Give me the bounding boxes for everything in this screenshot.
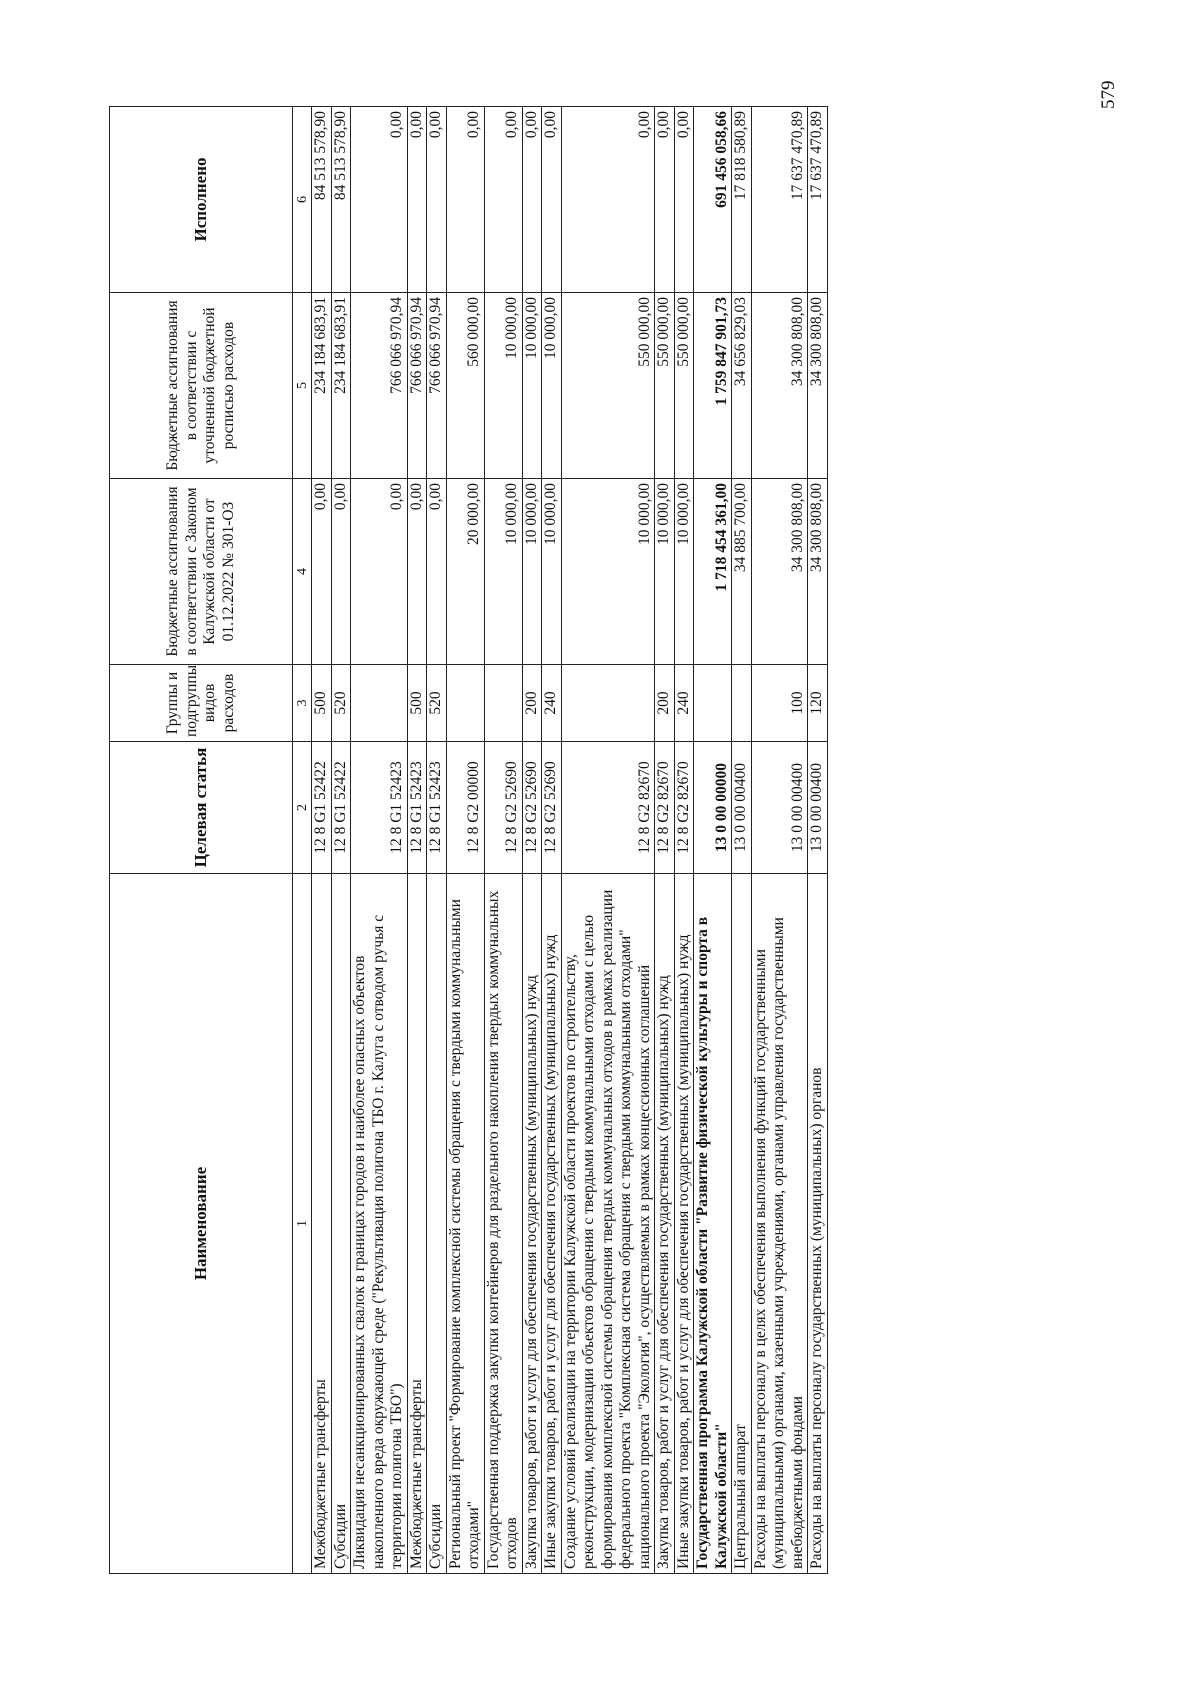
cell-refined-allocation: 34 300 808,00 xyxy=(808,293,828,479)
cell-executed: 0,00 xyxy=(542,107,562,293)
cell-law-allocation: 0,00 xyxy=(331,479,351,665)
cell-executed: 0,00 xyxy=(561,107,655,293)
cell-expense-group: 100 xyxy=(751,665,808,742)
cell-name: Субсидии xyxy=(427,874,447,1574)
cell-law-allocation: 0,00 xyxy=(427,479,447,665)
cell-executed: 84 513 578,90 xyxy=(331,107,351,293)
cell-refined-allocation: 10 000,00 xyxy=(484,293,522,479)
cell-expense-group xyxy=(561,665,655,742)
cell-expense-group xyxy=(732,665,752,742)
col-header-refined-allocation: Бюджетные ассигнования в соответствии с уточненной бюджетной росписью расходов xyxy=(110,293,293,479)
cell-name: Центральный аппарат xyxy=(732,874,752,1574)
table-row xyxy=(351,107,408,1574)
column-number-row xyxy=(293,107,312,1574)
table-row xyxy=(808,107,828,1574)
cell-name: Расходы на выплаты персоналу в целях обеспечения выполнения функций государственными (муниципальными) органами, казенными учреждениями, органами управления государственными внебюджетными фондами xyxy=(751,874,808,1574)
cell-refined-allocation: 34 656 829,03 xyxy=(732,293,752,479)
cell-refined-allocation: 234 184 683,91 xyxy=(312,293,332,479)
cell-target-article: 13 0 00 00400 xyxy=(732,742,752,874)
table-row xyxy=(732,107,752,1574)
cell-executed: 0,00 xyxy=(407,107,427,293)
cell-expense-group xyxy=(446,665,484,742)
table-row xyxy=(331,107,351,1574)
cell-executed: 0,00 xyxy=(427,107,447,293)
cell-executed: 0,00 xyxy=(446,107,484,293)
table-body xyxy=(312,107,828,1574)
col-header-target-article: Целевая статья xyxy=(110,742,293,874)
col-number: 5 xyxy=(293,293,312,479)
table-row xyxy=(751,107,808,1574)
cell-expense-group: 520 xyxy=(331,665,351,742)
cell-refined-allocation: 766 066 970,94 xyxy=(407,293,427,479)
cell-law-allocation: 0,00 xyxy=(312,479,332,665)
cell-executed: 691 456 058,66 xyxy=(694,107,732,293)
col-number: 2 xyxy=(293,742,312,874)
page-number: 579 xyxy=(1098,80,1119,109)
col-number: 4 xyxy=(293,479,312,665)
cell-expense-group: 200 xyxy=(655,665,675,742)
cell-name: Иные закупки товаров, работ и услуг для обеспечения государственных (муниципальных) нужд xyxy=(542,874,562,1574)
cell-name: Иные закупки товаров, работ и услуг для обеспечения государственных (муниципальных) нужд xyxy=(674,874,694,1574)
cell-expense-group: 520 xyxy=(427,665,447,742)
cell-name: Ликвидация несанкционированных свалок в границах городов и наиболее опасных объектов накопленного вреда окружающей среде ("Рекультивация полигона ТБО г. Калуга с отводом ручья с территории полигона ТБО") xyxy=(351,874,408,1574)
cell-law-allocation: 1 718 454 361,00 xyxy=(694,479,732,665)
cell-refined-allocation: 10 000,00 xyxy=(542,293,562,479)
cell-name: Закупка товаров, работ и услуг для обеспечения государственных (муниципальных) нужд xyxy=(522,874,542,1574)
cell-name: Субсидии xyxy=(331,874,351,1574)
cell-target-article: 12 8 G2 52690 xyxy=(522,742,542,874)
cell-refined-allocation: 234 184 683,91 xyxy=(331,293,351,479)
cell-law-allocation: 20 000,00 xyxy=(446,479,484,665)
cell-law-allocation: 0,00 xyxy=(407,479,427,665)
cell-refined-allocation: 766 066 970,94 xyxy=(351,293,408,479)
cell-name: Расходы на выплаты персоналу государственных (муниципальных) органов xyxy=(808,874,828,1574)
cell-expense-group: 240 xyxy=(542,665,562,742)
table-row xyxy=(694,107,732,1574)
table-row xyxy=(484,107,522,1574)
cell-refined-allocation: 1 759 847 901,73 xyxy=(694,293,732,479)
cell-refined-allocation: 10 000,00 xyxy=(522,293,542,479)
cell-law-allocation: 34 885 700,00 xyxy=(732,479,752,665)
cell-expense-group xyxy=(351,665,408,742)
cell-expense-group: 500 xyxy=(407,665,427,742)
cell-target-article: 12 8 G1 52422 xyxy=(331,742,351,874)
cell-target-article: 12 8 G2 82670 xyxy=(674,742,694,874)
cell-target-article: 12 8 G2 82670 xyxy=(655,742,675,874)
cell-target-article: 12 8 G1 52422 xyxy=(312,742,332,874)
budget-table xyxy=(109,106,828,1574)
table-row xyxy=(427,107,447,1574)
cell-target-article: 12 8 G1 52423 xyxy=(351,742,408,874)
cell-target-article: 13 0 00 00400 xyxy=(808,742,828,874)
cell-executed: 0,00 xyxy=(655,107,675,293)
cell-target-article: 12 8 G2 52690 xyxy=(484,742,522,874)
cell-refined-allocation: 766 066 970,94 xyxy=(427,293,447,479)
cell-target-article: 12 8 G2 52690 xyxy=(542,742,562,874)
cell-expense-group: 500 xyxy=(312,665,332,742)
cell-expense-group xyxy=(484,665,522,742)
cell-target-article: 13 0 00 00000 xyxy=(694,742,732,874)
cell-executed: 17 637 470,89 xyxy=(751,107,808,293)
cell-target-article: 12 8 G1 52423 xyxy=(407,742,427,874)
cell-expense-group: 240 xyxy=(674,665,694,742)
col-number: 3 xyxy=(293,665,312,742)
cell-name: Создание условий реализации на территории Калужской области проектов по строительству, реконструкции, модернизации объектов обращения с твердыми коммунальными отходами с целью формирования комплексной системы обращения твердых коммунальных отходов в рамках реализации федерального проекта "Комплексная система обращения с твердыми коммунальными отходами" национального проекта "Экология", осуществляемых в рамках концессионных соглашений xyxy=(561,874,655,1574)
cell-name: Государственная поддержка закупки контейнеров для раздельного накопления твердых коммунальных отходов xyxy=(484,874,522,1574)
cell-law-allocation: 10 000,00 xyxy=(522,479,542,665)
col-number: 6 xyxy=(293,107,312,293)
header-row xyxy=(110,107,293,1574)
table-row xyxy=(542,107,562,1574)
cell-law-allocation: 10 000,00 xyxy=(561,479,655,665)
col-header-law-allocation: Бюджетные ассигнования в соответствии с Законом Калужской области от 01.12.2022 № 301-ОЗ xyxy=(110,479,293,665)
cell-target-article: 13 0 00 00400 xyxy=(751,742,808,874)
table-row xyxy=(561,107,655,1574)
col-header-name: Наименование xyxy=(110,874,293,1574)
cell-target-article: 12 8 G2 82670 xyxy=(561,742,655,874)
cell-executed: 0,00 xyxy=(484,107,522,293)
cell-target-article: 12 8 G1 52423 xyxy=(427,742,447,874)
cell-executed: 17 818 580,89 xyxy=(732,107,752,293)
cell-name: Межбюджетные трансферты xyxy=(312,874,332,1574)
col-header-expense-group: Группы и подгруппы видов расходов xyxy=(110,665,293,742)
cell-refined-allocation: 550 000,00 xyxy=(674,293,694,479)
cell-executed: 0,00 xyxy=(351,107,408,293)
table-row xyxy=(522,107,542,1574)
cell-name: Государственная программа Калужской области "Развитие физической культуры и спорта в Калужской области" xyxy=(694,874,732,1574)
cell-executed: 0,00 xyxy=(674,107,694,293)
cell-executed: 17 637 470,89 xyxy=(808,107,828,293)
cell-refined-allocation: 550 000,00 xyxy=(655,293,675,479)
col-header-executed: Исполнено xyxy=(110,107,293,293)
table-row xyxy=(655,107,675,1574)
table-row xyxy=(312,107,332,1574)
cell-executed: 84 513 578,90 xyxy=(312,107,332,293)
cell-law-allocation: 10 000,00 xyxy=(542,479,562,665)
cell-expense-group: 120 xyxy=(808,665,828,742)
table-row xyxy=(674,107,694,1574)
cell-law-allocation: 34 300 808,00 xyxy=(808,479,828,665)
cell-law-allocation: 0,00 xyxy=(351,479,408,665)
cell-refined-allocation: 550 000,00 xyxy=(561,293,655,479)
cell-refined-allocation: 560 000,00 xyxy=(446,293,484,479)
cell-executed: 0,00 xyxy=(522,107,542,293)
cell-name: Региональный проект "Формирование комплексной системы обращения с твердыми коммунальными отходами" xyxy=(446,874,484,1574)
cell-expense-group xyxy=(694,665,732,742)
table-row xyxy=(446,107,484,1574)
cell-refined-allocation: 34 300 808,00 xyxy=(751,293,808,479)
cell-law-allocation: 10 000,00 xyxy=(655,479,675,665)
table-row xyxy=(407,107,427,1574)
cell-law-allocation: 10 000,00 xyxy=(674,479,694,665)
cell-expense-group: 200 xyxy=(522,665,542,742)
cell-name: Закупка товаров, работ и услуг для обеспечения государственных (муниципальных) нужд xyxy=(655,874,675,1574)
cell-law-allocation: 34 300 808,00 xyxy=(751,479,808,665)
cell-name: Межбюджетные трансферты xyxy=(407,874,427,1574)
col-number: 1 xyxy=(293,874,312,1574)
cell-law-allocation: 10 000,00 xyxy=(484,479,522,665)
cell-target-article: 12 8 G2 00000 xyxy=(446,742,484,874)
